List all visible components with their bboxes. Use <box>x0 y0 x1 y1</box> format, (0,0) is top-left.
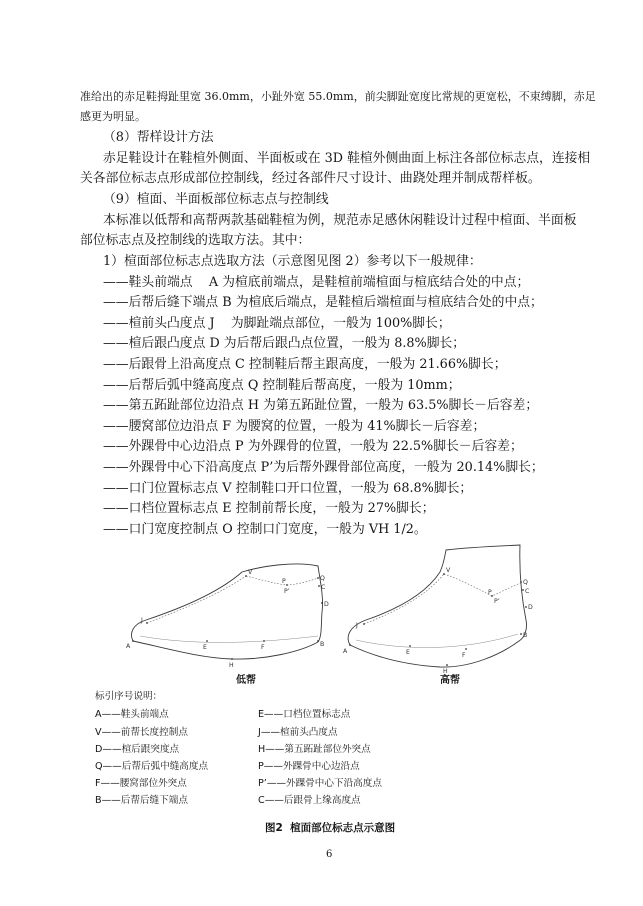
rule-item-F: ——腰窝部位边沿点 F 为腰窝的位置，一般为 41%脚长－后容差； <box>103 419 486 434</box>
high-point-B <box>520 633 522 635</box>
high-label-Q: Q <box>523 579 528 586</box>
high-point-E <box>409 645 411 647</box>
high-cut-caption: 高帮 <box>440 675 460 686</box>
legend-item-E: E——口档位置标志点 <box>258 709 351 720</box>
high-cut-last <box>343 545 533 675</box>
low-point-H <box>231 658 233 660</box>
low-label-E: E <box>203 644 207 651</box>
body-line-1: 准给出的赤足鞋拇趾里宽 36.0mm，小趾外宽 55.0mm，前尖脚趾宽度比常规的更宽松，不束缚脚，赤足 <box>80 90 596 103</box>
high-label-J: J <box>356 622 358 629</box>
rule-item-Q: ——后帮后弧中缝高度点 Q 控制鞋后帮高度，一般为 10mm； <box>103 378 461 393</box>
legend-item-V: V——前帮长度控制点 <box>95 727 188 738</box>
low-cut-caption: 低帮 <box>236 675 256 686</box>
high-label-D: D <box>528 604 533 611</box>
legend-item-B: B——后帮后缝下端点 <box>95 795 188 806</box>
low-point-D <box>321 602 323 604</box>
low-point-A <box>132 640 134 642</box>
high-label-B: B <box>523 632 528 639</box>
low-vamp-control-line <box>147 576 246 623</box>
legend-item-P-prime: P’——外踝骨中心下沿高度点 <box>258 778 382 789</box>
high-point-A <box>349 644 351 646</box>
body-line-4: 赤足鞋设计在鞋楦外侧面、半面板或在 3D 鞋楦外侧曲面上标注各部位标志点，连接相 <box>103 151 591 166</box>
page-number: 6 <box>326 849 333 860</box>
high-label-H: H <box>443 668 448 675</box>
high-label-P: P <box>488 589 492 596</box>
low-point-P <box>286 584 288 586</box>
sub-heading-1: 1）楦面部位标志点选取方法（示意图见图 2）参考以下一般规律： <box>103 254 482 269</box>
high-point-Q <box>520 581 522 583</box>
body-line-7: 本标准以低帮和高帮两款基础鞋楦为例，规范赤足感休闲鞋设计过程中楦面、半面板 <box>103 213 577 228</box>
low-point-C <box>318 585 320 587</box>
body-line-2: 感更为明显。 <box>80 110 146 123</box>
high-last-outline <box>348 545 526 667</box>
high-label-A: A <box>343 648 348 655</box>
low-label-J: J <box>141 617 143 624</box>
high-label-V: V <box>446 567 451 574</box>
low-point-F <box>263 640 265 642</box>
high-label-E: E <box>406 649 410 656</box>
high-point-H <box>446 664 448 666</box>
body-line-5: 关各部位标志点形成部位控制线，经过各部件尺寸设计、曲跷处理并制成帮样板。 <box>80 171 541 186</box>
shoe-last-diagram <box>0 540 643 675</box>
low-point-V <box>245 575 247 577</box>
rule-item-O: ——口门宽度控制点 O 控制口门宽度，一般为 VH 1/2。 <box>103 522 427 537</box>
high-label-F: F <box>462 652 466 659</box>
rule-item-A: ——鞋头前端点 A 为楦底前端点，是鞋楦前端楦面与楦底结合处的中点； <box>103 275 530 290</box>
high-point-V <box>443 573 445 575</box>
high-point-F <box>465 648 467 650</box>
low-point-J <box>146 622 148 624</box>
legend-item-F: F——腰窝部位外突点 <box>95 778 187 789</box>
legend-item-D: D——楦后跟突度点 <box>95 744 180 755</box>
rule-item-C: ——后跟骨上沿高度点 C 控制鞋后帮主跟高度，一般为 21.66%脚长； <box>103 357 507 372</box>
low-label-P-prime: P’ <box>284 588 290 595</box>
low-point-Q <box>317 577 319 579</box>
rule-item-V: ——口门位置标志点 V 控制鞋口开口位置，一般为 68.8%脚长； <box>103 481 473 496</box>
legend-item-Q: Q——后帮后弧中缝高度点 <box>95 761 209 772</box>
legend-item-A: A——鞋头前端点 <box>95 709 169 720</box>
low-point-B <box>317 640 319 642</box>
high-point-C <box>522 589 524 591</box>
legend-title: 标引序号说明： <box>95 691 163 702</box>
rule-item-J: ——楦前头凸度点 J 为脚趾端点部位，一般为 100%脚长； <box>103 316 451 331</box>
low-label-A: A <box>126 643 131 650</box>
low-sole-control-line <box>140 636 318 642</box>
legend-item-C: C——后跟骨上缘高度点 <box>258 795 361 806</box>
high-collar-control-line <box>444 574 521 596</box>
section-heading-9: （9）楦面、半面板部位标志点与控制线 <box>103 192 329 207</box>
high-label-C: C <box>525 588 530 595</box>
high-sole-control-line <box>356 634 518 648</box>
rule-item-B: ——后帮后缝下端点 B 为楦底后端点，是鞋楦后端楦面与楦底结合处的中点； <box>103 295 543 310</box>
low-label-H: H <box>229 662 234 669</box>
section-heading-8: （8）帮样设计方法 <box>103 130 214 145</box>
low-last-outline <box>132 564 326 659</box>
legend-item-P: P——外踝骨中心边沿点 <box>258 761 360 772</box>
rule-item-P-prime: ——外踝骨中心下沿高度点 P’为后帮外踝骨部位高度，一般为 20.14%脚长； <box>103 460 544 475</box>
rule-item-E: ——口档位置标志点 E 控制前帮长度，一般为 27%脚长； <box>103 501 435 516</box>
high-point-D <box>525 606 527 608</box>
rule-item-H: ——第五跖趾部位边沿点 H 为第五跖趾位置，一般为 63.5%脚长－后容差； <box>103 398 539 413</box>
high-label-P-prime: P’ <box>494 598 500 605</box>
rule-item-D: ——楦后跟凸度点 D 为后帮后跟凸点位置，一般为 8.8%脚长； <box>103 336 466 351</box>
low-label-B: B <box>320 641 325 648</box>
low-label-Q: Q <box>320 575 325 582</box>
body-line-8: 部位标志点及控制线的选取方法。其中： <box>80 233 311 248</box>
legend-item-J: J——楦前头凸度点 <box>258 727 338 738</box>
low-cut-last <box>126 564 329 669</box>
rule-item-P: ——外踝骨中心边沿点 P 为外踝骨的位置，一般为 22.5%脚长－后容差； <box>103 439 523 454</box>
low-label-F: F <box>261 644 265 651</box>
low-label-D: D <box>324 601 329 608</box>
low-point-E <box>206 640 208 642</box>
low-label-C: C <box>321 584 326 591</box>
low-label-P: P <box>282 578 286 585</box>
legend-item-H: H——第五跖趾部位外突点 <box>258 744 371 755</box>
low-label-V: V <box>248 569 253 576</box>
high-point-J <box>363 623 365 625</box>
figure-caption: 图2 楦面部位标志点示意图 <box>265 822 396 834</box>
